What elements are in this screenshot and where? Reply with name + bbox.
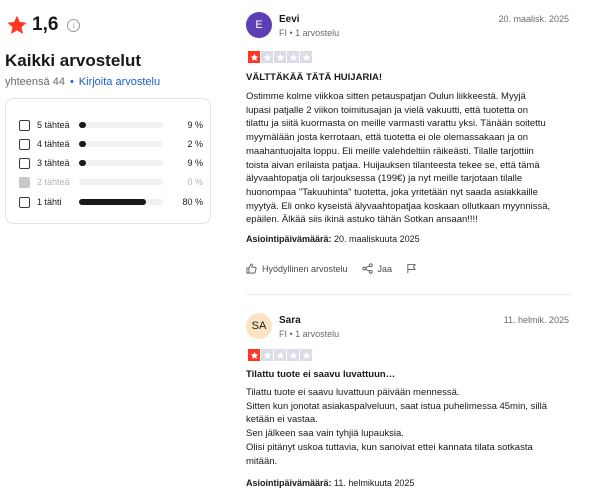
share-label: Jaa [377, 263, 393, 274]
filter-3-stars[interactable] [19, 156, 203, 170]
experience-date [246, 234, 420, 244]
review-body: Ostimme kolme viikkoa sitten petauspatjan Oulun liikkeestä. Myyjä lupasi patjalle 2 viikon toimitusajan ja vielä vakuutti, että tuotetta on tilattu ja siitä kuormasta on meille varmasti varattu yksi. Tänään soitettu myymälään josta kerrotaan, että tuotetta ei ole olemassakaan ja on maahantuojalta loppu. Eli meille valehdeltiin räikeästi. Tilalle tarjottiin toista aivan erilaista patjaa. Huijauksen tilanteesta tekee se, että tämä älyvaahtopatja oli tarjouksessa (199€) ja nyt meille tarjotaan tilalle huonompaa "Takuuhinta" tuotetta, joka yritetään nyt saada asiakkaille myytyä. Eli onko kyseistä älyvaahtopatjaa koskaan ollutkaan myynnissä, epäilen. Älkää siis ikinä astuko tähän Sotkan ansaan!!!! [246, 91, 551, 226]
filter-percent: 80 % [182, 197, 203, 207]
star-empty-icon [300, 349, 312, 361]
experience-date-value: 11. helmikuuta 2025 [334, 478, 415, 488]
star-empty-icon [261, 349, 273, 361]
review-divider [246, 294, 571, 295]
filter-percent: 0 % [187, 177, 203, 187]
distribution-bar-fill [79, 122, 86, 128]
star-icon [6, 14, 28, 36]
filter-4-stars[interactable] [19, 137, 203, 151]
review-total: yhteensä 44 [5, 76, 65, 88]
distribution-bar [79, 179, 163, 185]
review-actions [246, 263, 436, 274]
filter-label: 5 tähteä [37, 120, 70, 130]
report-button[interactable] [406, 263, 422, 274]
checkbox[interactable] [19, 120, 30, 131]
checkbox[interactable] [19, 139, 30, 150]
filter-label: 1 tähti [37, 197, 62, 207]
separator-dot: • [69, 76, 74, 88]
rating-distribution [5, 98, 211, 224]
review-date: 20. maalisk. 2025 [498, 14, 569, 24]
reviewer-meta: FI • 1 arvostelu [279, 329, 340, 339]
avatar[interactable]: SA [246, 313, 272, 339]
review-title[interactable]: Tilattu tuote ei saavu luvattuun… [246, 369, 396, 380]
filter-5-stars[interactable] [19, 118, 203, 132]
reviewer-name[interactable]: Eevi [279, 14, 300, 25]
checkbox[interactable] [19, 158, 30, 169]
filter-percent: 2 % [187, 139, 203, 149]
filter-1-star[interactable] [19, 195, 203, 209]
filter-percent: 9 % [187, 158, 203, 168]
useful-button[interactable] [246, 263, 348, 274]
review-body: Tilattu tuote ei saavu luvattuun päivään mennessä. Sitten kun jonotat asiakaspalveluun, saat istua puhelimessa 45min, sillä ketään ei vastaa. Sen jälkeen saa vain tyhjiä lupauksia. Olisi pitänyt uskoa tuttavia, kun sanoivat ettei kannata tilata sotkasta mitään. [246, 387, 548, 467]
flag-icon [406, 263, 417, 274]
reviewer-name[interactable]: Sara [279, 315, 301, 326]
filter-label: 3 tähteä [37, 158, 70, 168]
star-rating [248, 51, 313, 63]
write-review-link[interactable]: Kirjoita arvostelu [78, 76, 161, 88]
review-title[interactable]: VÄLTTÄKÄÄ TÄTÄ HUIJARIA! [246, 72, 382, 83]
rating-summary [6, 14, 80, 36]
distribution-bar-fill [79, 160, 86, 166]
review-count-line [5, 76, 160, 88]
useful-label: Hyödyllinen arvostelu [262, 263, 348, 274]
distribution-bar [79, 122, 163, 128]
star-filled-icon [248, 349, 260, 361]
filter-label: 2 tähteä [37, 177, 70, 187]
filter-percent: 9 % [187, 120, 203, 130]
star-empty-icon [300, 51, 312, 63]
star-empty-icon [274, 349, 286, 361]
distribution-bar-fill [79, 199, 146, 205]
reviewer-meta: FI • 1 arvostelu [279, 28, 340, 38]
overall-rating: 1,6 [32, 14, 59, 35]
star-rating [248, 349, 313, 361]
distribution-bar [79, 160, 163, 166]
page-title: Kaikki arvostelut [5, 51, 142, 70]
star-empty-icon [287, 349, 299, 361]
share-button[interactable] [362, 263, 393, 274]
filter-label: 4 tähteä [37, 139, 70, 149]
experience-date [246, 478, 414, 488]
star-empty-icon [287, 51, 299, 63]
distribution-bar [79, 199, 163, 205]
star-empty-icon [274, 51, 286, 63]
share-icon [362, 263, 373, 274]
info-icon[interactable]: i [67, 19, 80, 32]
avatar[interactable]: E [246, 12, 272, 38]
star-empty-icon [261, 51, 273, 63]
filter-2-stars [19, 175, 203, 189]
review-date: 11. helmik. 2025 [503, 315, 569, 325]
checkbox[interactable] [19, 197, 30, 208]
star-filled-icon [248, 51, 260, 63]
review-card [246, 313, 571, 493]
experience-date-label: Asiointipäivämäärä: [246, 478, 332, 488]
experience-date-label: Asiointipäivämäärä: [246, 234, 332, 244]
experience-date-value: 20. maaliskuuta 2025 [334, 234, 420, 244]
checkbox-disabled [19, 177, 30, 188]
review-card [246, 12, 571, 277]
distribution-bar [79, 141, 163, 147]
distribution-bar-fill [79, 141, 86, 147]
thumbs-up-icon [246, 263, 257, 274]
